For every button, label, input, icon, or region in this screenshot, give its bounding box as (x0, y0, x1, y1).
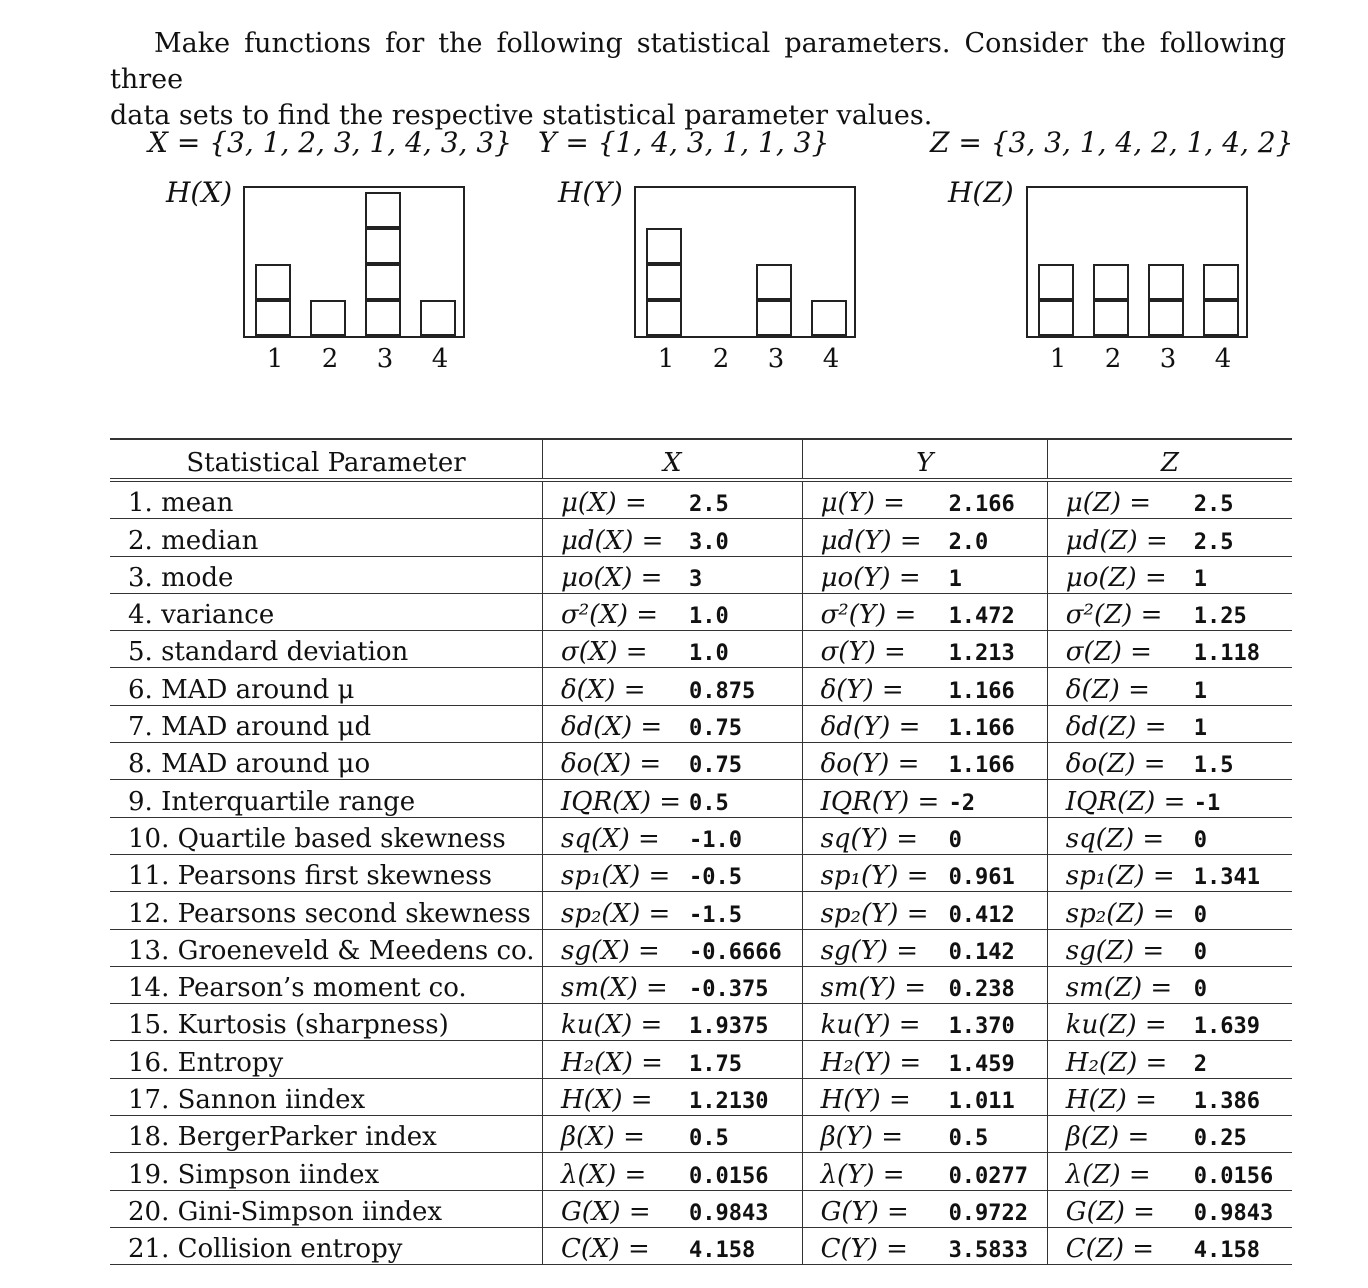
y-symbol: δd(Y) = (820, 712, 921, 743)
histogram-bar-cell (1093, 264, 1129, 300)
z-value-cell (1047, 892, 1292, 929)
y-number: 1.011 (948, 1089, 1015, 1115)
histogram-bar-cell (1093, 300, 1129, 336)
table-row (110, 817, 1292, 854)
histogram-bar-cell (420, 300, 456, 336)
intro-line-2: data sets to find the respective statistical parameter values. (110, 100, 933, 131)
histogram-bar-cell (756, 300, 792, 336)
y-symbol: δ(Y) = (820, 674, 904, 705)
x-number: 1.75 (689, 1051, 742, 1077)
histogram-bar-cell (1148, 300, 1184, 336)
x-symbol: ku(X) = (561, 1010, 663, 1041)
table-row (110, 854, 1292, 891)
histogram-tick-label: 3 (767, 344, 785, 374)
y-number: 1.166 (948, 716, 1015, 742)
z-number: 2.5 (1193, 492, 1234, 518)
histogram-bar-cell (365, 264, 401, 300)
y-number: 1.459 (948, 1051, 1015, 1077)
z-number: 0 (1193, 902, 1208, 928)
y-number: 3.5833 (948, 1238, 1029, 1264)
x-symbol: sg(X) = (561, 935, 660, 966)
hist-z-label: H(Z) (948, 176, 1014, 209)
histogram-tick-label: 4 (1214, 344, 1232, 374)
histogram-tick-label: 3 (1159, 344, 1177, 374)
dataset-z-definition: Z = {3, 3, 1, 4, 2, 1, 4, 2} (930, 126, 1294, 159)
z-symbol: δd(Z) = (1065, 712, 1167, 743)
y-symbol: H(Y) = (820, 1085, 911, 1116)
x-value-cell (543, 705, 803, 742)
y-symbol: μd(Y) = (820, 525, 922, 556)
y-number: 0.9722 (948, 1200, 1029, 1226)
histogram-y (634, 186, 856, 338)
histogram-bar-cell (365, 228, 401, 264)
z-symbol: δ(Z) = (1065, 674, 1150, 705)
x-symbol: sp₂(X) = (561, 898, 671, 929)
parameter-name: 6. MAD around μ (128, 674, 355, 705)
table-row (110, 1116, 1292, 1153)
y-number: 1.166 (948, 753, 1015, 779)
y-number: 1.213 (948, 641, 1015, 667)
x-value-cell (543, 1227, 803, 1264)
x-symbol: β(X) = (561, 1122, 645, 1153)
x-symbol: sm(X) = (561, 973, 668, 1004)
table-row (110, 480, 1292, 519)
z-symbol: σ²(Z) = (1065, 600, 1163, 631)
z-symbol: μd(Z) = (1065, 525, 1168, 556)
x-value-cell (543, 631, 803, 668)
z-value-cell (1047, 631, 1292, 668)
y-number: 0.5 (948, 1126, 989, 1152)
x-value-cell (543, 966, 803, 1003)
x-value-cell (543, 480, 803, 519)
x-number: 0.5 (689, 790, 729, 816)
z-symbol: IQR(Z) = (1065, 786, 1186, 817)
z-symbol: μ(Z) = (1065, 488, 1152, 519)
table-row (110, 593, 1292, 630)
dataset-y-definition: Y = {1, 4, 3, 1, 1, 3} (538, 126, 830, 159)
y-number: 0 (948, 827, 962, 853)
x-number: -1.0 (689, 827, 742, 853)
histogram-bar-cell (255, 300, 291, 336)
parameter-name: 9. Interquartile range (128, 786, 416, 817)
x-value-cell (543, 1116, 803, 1153)
parameter-name: 10. Quartile based skewness (128, 823, 506, 854)
histogram-bar-cell (1203, 300, 1239, 336)
x-symbol: μ(X) = (561, 488, 647, 519)
z-number: 0.0156 (1193, 1163, 1274, 1189)
table-header-row (110, 439, 1292, 480)
z-symbol: G(Z) = (1065, 1196, 1155, 1227)
parameter-name: 17. Sannon iindex (128, 1085, 366, 1116)
z-value-cell (1047, 929, 1292, 966)
x-value-cell (543, 519, 803, 556)
y-symbol: sm(Y) = (820, 973, 927, 1004)
x-value-cell (543, 1004, 803, 1041)
table-row (110, 1190, 1292, 1227)
y-number: 0.238 (948, 977, 1015, 1003)
z-symbol: ku(Z) = (1065, 1010, 1167, 1041)
table-row (110, 1227, 1292, 1264)
z-number: 0 (1193, 939, 1208, 965)
z-symbol: δo(Z) = (1065, 749, 1166, 780)
header-z: Z (1047, 439, 1292, 480)
x-number: -0.375 (689, 977, 769, 1003)
parameter-name: 3. mode (128, 562, 234, 593)
parameter-name: 11. Pearsons first skewness (128, 861, 492, 892)
histogram-tick-label: 1 (657, 344, 675, 374)
x-number: 0.9843 (689, 1200, 769, 1226)
intro-line-1: Make functions for the following statistical parameters. Consider the following three (110, 28, 1286, 95)
y-symbol: sq(Y) = (820, 823, 919, 854)
histogram-bar-cell (1148, 264, 1184, 300)
y-symbol: β(Y) = (820, 1122, 904, 1153)
histogram-tick-label: 2 (712, 344, 730, 374)
table-row (110, 929, 1292, 966)
header-y: Y (802, 439, 1047, 480)
parameter-name: 20. Gini-Simpson iindex (128, 1196, 443, 1227)
y-value-cell (802, 780, 1047, 817)
y-symbol: σ(Y) = (820, 637, 906, 668)
histogram-bar-cell (646, 228, 682, 264)
histogram-bar-cell (646, 264, 682, 300)
y-symbol: H₂(Y) = (820, 1047, 922, 1078)
z-value-cell (1047, 1153, 1292, 1190)
table-row (110, 1041, 1292, 1078)
x-symbol: μo(X) = (561, 562, 663, 593)
z-number: 1.5 (1193, 753, 1234, 779)
x-symbol: sq(X) = (561, 823, 660, 854)
histogram-tick-label: 1 (266, 344, 284, 374)
z-number: 0.9843 (1193, 1200, 1274, 1226)
x-number: 1.2130 (689, 1089, 769, 1115)
table-row (110, 1004, 1292, 1041)
z-number: 1.341 (1193, 865, 1261, 891)
histogram-bar-cell (310, 300, 346, 336)
histogram-bar-cell (646, 300, 682, 336)
table-row (110, 1153, 1292, 1190)
statistics-table (110, 438, 1292, 1265)
z-number: -1 (1193, 790, 1221, 816)
histogram-tick-label: 4 (822, 344, 840, 374)
y-value-cell (802, 1078, 1047, 1115)
table-row (110, 1078, 1292, 1115)
table-row (110, 705, 1292, 742)
y-symbol: G(Y) = (820, 1196, 909, 1227)
z-number: 1 (1193, 716, 1208, 742)
z-value-cell (1047, 854, 1292, 891)
parameter-name: 4. variance (128, 600, 275, 631)
x-symbol: sp₁(X) = (561, 861, 671, 892)
z-symbol: β(Z) = (1065, 1122, 1150, 1153)
z-value-cell (1047, 743, 1292, 780)
hist-x-label: H(X) (166, 176, 233, 209)
y-value-cell (802, 929, 1047, 966)
z-symbol: λ(Z) = (1065, 1159, 1151, 1190)
z-value-cell (1047, 519, 1292, 556)
z-value-cell (1047, 1227, 1292, 1264)
y-value-cell (802, 519, 1047, 556)
x-number: 0.0156 (689, 1163, 769, 1189)
z-value-cell (1047, 1041, 1292, 1078)
parameter-name: 19. Simpson iindex (128, 1159, 380, 1190)
parameter-name: 12. Pearsons second skewness (128, 898, 531, 929)
hist-y-label: H(Y) (558, 176, 623, 209)
histogram-x (243, 186, 465, 338)
x-number: -0.6666 (689, 939, 782, 965)
z-symbol: sq(Z) = (1065, 823, 1165, 854)
histogram-z (1026, 186, 1248, 338)
x-number: 0.875 (689, 678, 756, 704)
dataset-x-definition: X = {3, 1, 2, 3, 1, 4, 3, 3} (148, 126, 512, 159)
histogram-bar-cell (1203, 264, 1239, 300)
y-number: 0.412 (948, 902, 1015, 928)
x-number: -0.5 (689, 865, 742, 891)
z-number: 1.118 (1193, 641, 1261, 667)
z-value-cell (1047, 817, 1292, 854)
y-symbol: σ²(Y) = (820, 600, 917, 631)
histogram-bar-cell (1038, 264, 1074, 300)
z-symbol: sp₂(Z) = (1065, 898, 1175, 929)
histogram-tick-label: 4 (431, 344, 449, 374)
x-value-cell (543, 668, 803, 705)
table-row (110, 556, 1292, 593)
x-number: 3 (689, 566, 703, 592)
y-value-cell (802, 966, 1047, 1003)
y-number: 0.142 (948, 939, 1015, 965)
x-value-cell (543, 743, 803, 780)
z-value-cell (1047, 705, 1292, 742)
x-number: 0.5 (689, 1126, 729, 1152)
x-number: 0.75 (689, 753, 742, 779)
y-value-cell (802, 1004, 1047, 1041)
y-symbol: λ(Y) = (820, 1159, 905, 1190)
y-symbol: μo(Y) = (820, 562, 921, 593)
y-value-cell (802, 1041, 1047, 1078)
y-symbol: sp₁(Y) = (820, 861, 929, 892)
parameter-name: 21. Collision entropy (128, 1234, 403, 1265)
x-symbol: σ²(X) = (561, 600, 659, 631)
y-number: 2.0 (948, 529, 989, 555)
y-symbol: δo(Y) = (820, 749, 920, 780)
x-symbol: δd(X) = (561, 712, 663, 743)
parameter-name: 5. standard deviation (128, 637, 409, 668)
x-value-cell (543, 556, 803, 593)
histogram-bar-cell (756, 264, 792, 300)
z-symbol: sp₁(Z) = (1065, 861, 1175, 892)
z-number: 4.158 (1193, 1238, 1261, 1264)
histogram-bar-cell (1038, 300, 1074, 336)
y-symbol: sp₂(Y) = (820, 898, 929, 929)
y-value-cell (802, 705, 1047, 742)
x-symbol: δo(X) = (561, 749, 662, 780)
header-parameter: Statistical Parameter (110, 439, 543, 480)
y-symbol: IQR(Y) = (820, 786, 940, 817)
z-symbol: σ(Z) = (1065, 637, 1152, 668)
z-number: 1.386 (1193, 1089, 1261, 1115)
histogram-bar-cell (811, 300, 847, 336)
x-value-cell (543, 1041, 803, 1078)
y-value-cell (802, 743, 1047, 780)
y-value-cell (802, 1153, 1047, 1190)
parameter-name: 8. MAD around μo (128, 749, 371, 780)
x-number: 1.9375 (689, 1014, 769, 1040)
intro-text (110, 26, 1286, 134)
y-number: 1 (948, 566, 962, 592)
y-value-cell (802, 1227, 1047, 1264)
parameter-name: 18. BergerParker index (128, 1122, 437, 1153)
z-value-cell (1047, 780, 1292, 817)
z-value-cell (1047, 1004, 1292, 1041)
y-number: 0.961 (948, 865, 1015, 891)
y-value-cell (802, 631, 1047, 668)
x-symbol: λ(X) = (561, 1159, 647, 1190)
x-value-cell (543, 1153, 803, 1190)
z-value-cell (1047, 668, 1292, 705)
x-number: 2.5 (689, 492, 729, 518)
x-value-cell (543, 854, 803, 891)
x-symbol: IQR(X) = (561, 786, 682, 817)
z-symbol: μo(Z) = (1065, 562, 1167, 593)
header-x: X (543, 439, 803, 480)
x-number: -1.5 (689, 902, 742, 928)
x-value-cell (543, 780, 803, 817)
z-value-cell (1047, 1116, 1292, 1153)
histogram-bar-cell (255, 264, 291, 300)
z-number: 0 (1193, 827, 1208, 853)
x-number: 1.0 (689, 604, 729, 630)
histogram-tick-label: 3 (376, 344, 394, 374)
y-value-cell (802, 817, 1047, 854)
parameter-name: 1. mean (128, 488, 234, 519)
table-row (110, 519, 1292, 556)
x-number: 1.0 (689, 641, 729, 667)
table-row (110, 780, 1292, 817)
x-number: 4.158 (689, 1238, 756, 1264)
x-value-cell (543, 1078, 803, 1115)
x-value-cell (543, 817, 803, 854)
parameter-name: 7. MAD around μd (128, 712, 372, 743)
x-number: 0.75 (689, 716, 742, 742)
z-number: 2 (1193, 1051, 1208, 1077)
table-row (110, 631, 1292, 668)
z-symbol: sm(Z) = (1065, 973, 1173, 1004)
x-symbol: G(X) = (561, 1196, 651, 1227)
z-value-cell (1047, 1190, 1292, 1227)
z-symbol: C(Z) = (1065, 1234, 1155, 1265)
y-number: -2 (948, 790, 976, 816)
table-row (110, 892, 1292, 929)
z-value-cell (1047, 480, 1292, 519)
table-row (110, 966, 1292, 1003)
x-symbol: C(X) = (561, 1234, 650, 1265)
histogram-tick-label: 2 (1104, 344, 1122, 374)
z-value-cell (1047, 1078, 1292, 1115)
y-symbol: ku(Y) = (820, 1010, 921, 1041)
y-value-cell (802, 480, 1047, 519)
z-number: 1 (1193, 678, 1208, 704)
table-row (110, 668, 1292, 705)
histogram-bar-cell (365, 192, 401, 228)
x-value-cell (543, 1190, 803, 1227)
histogram-tick-label: 1 (1049, 344, 1067, 374)
x-number: 3.0 (689, 529, 729, 555)
z-value-cell (1047, 593, 1292, 630)
y-value-cell (802, 1190, 1047, 1227)
y-value-cell (802, 593, 1047, 630)
x-symbol: H(X) = (561, 1085, 653, 1116)
y-number: 2.166 (948, 492, 1015, 518)
y-number: 1.370 (948, 1014, 1015, 1040)
y-symbol: μ(Y) = (820, 488, 905, 519)
x-value-cell (543, 593, 803, 630)
x-symbol: μd(X) = (561, 525, 664, 556)
z-symbol: sg(Z) = (1065, 935, 1165, 966)
y-value-cell (802, 1116, 1047, 1153)
y-number: 1.472 (948, 604, 1015, 630)
x-symbol: H₂(X) = (561, 1047, 663, 1078)
z-number: 1 (1193, 566, 1208, 592)
z-number: 1.25 (1193, 604, 1247, 630)
z-number: 0 (1193, 977, 1208, 1003)
histogram-bar-cell (365, 300, 401, 336)
y-value-cell (802, 556, 1047, 593)
y-value-cell (802, 668, 1047, 705)
z-number: 1.639 (1193, 1014, 1261, 1040)
y-number: 1.166 (948, 678, 1015, 704)
y-value-cell (802, 892, 1047, 929)
parameter-name: 15. Kurtosis (sharpness) (128, 1010, 449, 1041)
parameter-name: 16. Entropy (128, 1047, 284, 1078)
x-symbol: δ(X) = (561, 674, 646, 705)
z-value-cell (1047, 966, 1292, 1003)
parameter-name: 2. median (128, 525, 259, 556)
z-value-cell (1047, 556, 1292, 593)
y-symbol: C(Y) = (820, 1234, 908, 1265)
parameter-name: 14. Pearson’s moment co. (128, 973, 467, 1004)
z-number: 0.25 (1193, 1126, 1247, 1152)
x-symbol: σ(X) = (561, 637, 648, 668)
table-row (110, 743, 1292, 780)
parameter-name: 13. Groeneveld & Meedens co. (128, 935, 535, 966)
z-number: 2.5 (1193, 529, 1234, 555)
z-symbol: H(Z) = (1065, 1085, 1157, 1116)
y-value-cell (802, 854, 1047, 891)
y-number: 0.0277 (948, 1163, 1029, 1189)
histogram-tick-label: 2 (321, 344, 339, 374)
z-symbol: H₂(Z) = (1065, 1047, 1168, 1078)
x-value-cell (543, 929, 803, 966)
x-value-cell (543, 892, 803, 929)
y-symbol: sg(Y) = (820, 935, 919, 966)
